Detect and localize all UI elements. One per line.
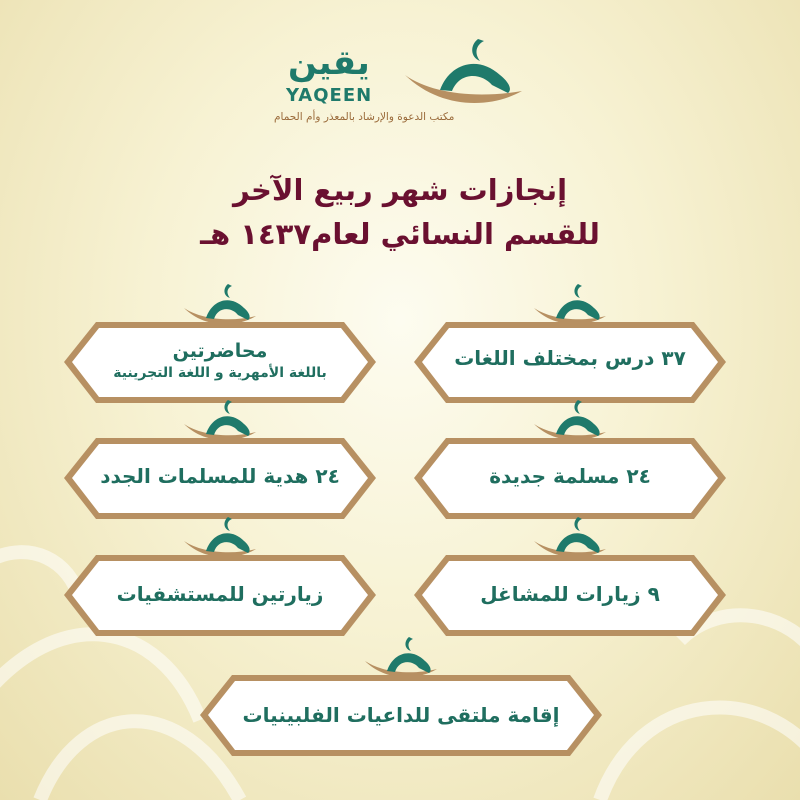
achievement-card-lectures — [62, 282, 378, 407]
card-text: ٣٧ درس بمختلف اللغات — [454, 346, 686, 370]
card-text: إقامة ملتقى للداعيات الفلبينيات — [242, 703, 560, 727]
achievement-card-gifts — [62, 398, 378, 523]
page-title-line-1: إنجازات شهر ربيع الآخر — [232, 173, 568, 207]
brand-logo — [270, 35, 530, 135]
achievement-card-new-muslims — [412, 398, 728, 523]
card-text: ٢٤ مسلمة جديدة — [489, 464, 651, 488]
achievement-card-workshop-visits — [412, 515, 728, 640]
achievement-card-lessons — [412, 282, 728, 407]
card-frame — [62, 320, 378, 405]
card-text: محاضرتين — [172, 340, 268, 362]
achievement-card-hospital-visits — [62, 515, 378, 640]
brand-name-arabic: يقين — [288, 43, 370, 83]
achievement-card-forum — [198, 635, 604, 760]
brand-subtitle: مكتب الدعوة والإرشاد بالمعذر وأم الحمام — [274, 111, 455, 123]
card-text: زيارتين للمستشفيات — [116, 582, 324, 606]
card-subtext: باللغة الأمهرية و اللغة التجرينية — [113, 365, 327, 381]
page-title-line-2: للقسم النسائي لعام١٤٣٧ هـ — [200, 217, 600, 251]
brand-name-english: YAQEEN — [286, 85, 373, 106]
card-text: ٢٤ هدية للمسلمات الجدد — [100, 464, 340, 488]
card-text: ٩ زيارات للمشاغل — [480, 582, 660, 606]
crescent-dome-icon — [400, 35, 530, 113]
